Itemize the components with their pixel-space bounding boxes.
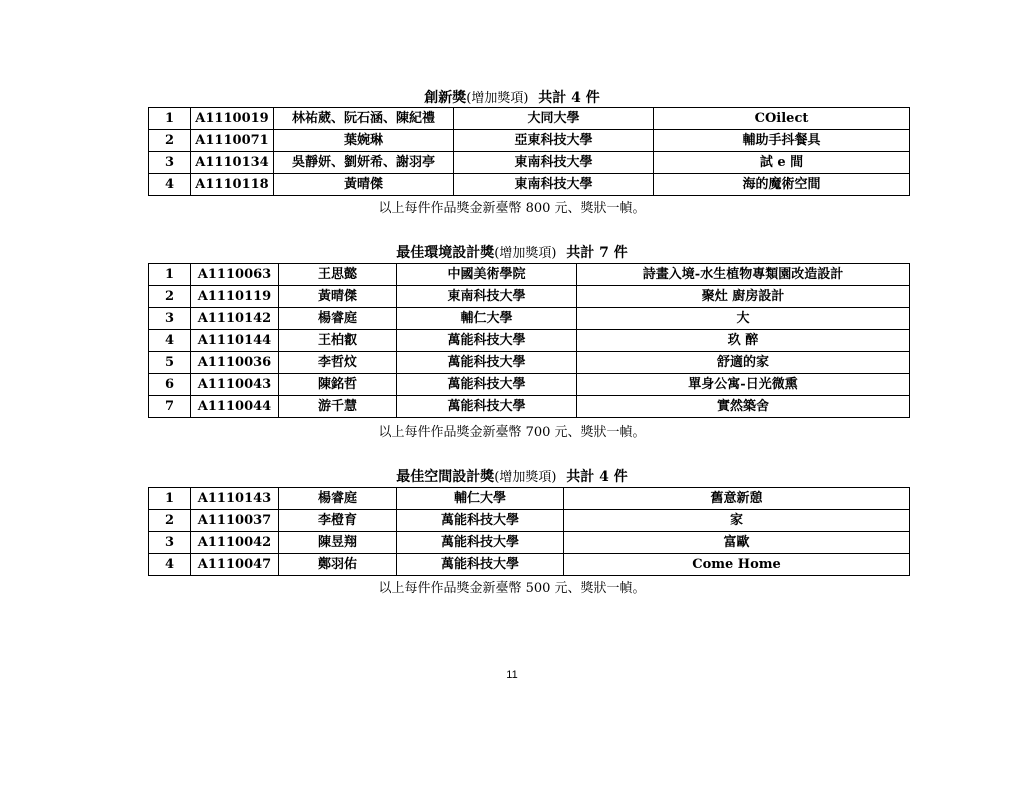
rank-cell: 5 bbox=[149, 352, 191, 374]
school-cell: 中國美術學院 bbox=[397, 264, 577, 286]
school-cell: 東南科技大學 bbox=[454, 174, 654, 196]
entry-id-cell: A1110143 bbox=[191, 488, 279, 510]
work-title-cell: 海的魔術空間 bbox=[654, 174, 910, 196]
table-row bbox=[149, 130, 910, 152]
author-cell: 王柏叡 bbox=[279, 330, 397, 352]
rank-cell: 2 bbox=[149, 510, 191, 532]
table-row bbox=[149, 352, 910, 374]
table-row bbox=[149, 174, 910, 196]
entry-id-cell: A1110044 bbox=[191, 396, 279, 418]
section-title-text: 最佳環境設計獎 bbox=[396, 245, 495, 261]
work-title-cell: 舒適的家 bbox=[577, 352, 910, 374]
rank-cell: 4 bbox=[149, 330, 191, 352]
section-title-text: 創新獎 bbox=[424, 90, 467, 106]
author-cell: 陳銘哲 bbox=[279, 374, 397, 396]
school-cell: 萬能科技大學 bbox=[397, 374, 577, 396]
table-row bbox=[149, 264, 910, 286]
author-cell: 陳昱翔 bbox=[279, 532, 397, 554]
table-row bbox=[149, 532, 910, 554]
author-cell: 楊睿庭 bbox=[279, 488, 397, 510]
school-cell: 萬能科技大學 bbox=[397, 532, 564, 554]
table-row bbox=[149, 308, 910, 330]
section-subtitle: (增加獎項) bbox=[494, 470, 557, 485]
school-cell: 亞東科技大學 bbox=[454, 130, 654, 152]
rank-cell: 4 bbox=[149, 174, 191, 196]
author-cell: 游千慧 bbox=[279, 396, 397, 418]
entry-id-cell: A1110119 bbox=[191, 286, 279, 308]
work-title-cell: 大 bbox=[577, 308, 910, 330]
author-cell: 林祐葳、阮石涵、陳紀禮 bbox=[274, 108, 454, 130]
author-cell: 楊睿庭 bbox=[279, 308, 397, 330]
author-cell: 黃晴傑 bbox=[274, 174, 454, 196]
work-title-cell: 富歐 bbox=[564, 532, 910, 554]
section-title-text: 最佳空間設計獎 bbox=[396, 469, 495, 485]
work-title-cell: 家 bbox=[564, 510, 910, 532]
entry-id-cell: A1110063 bbox=[191, 264, 279, 286]
entry-id-cell: A1110043 bbox=[191, 374, 279, 396]
section-subtitle: (增加獎項) bbox=[494, 246, 557, 261]
entry-id-cell: A1110047 bbox=[191, 554, 279, 576]
entry-id-cell: A1110142 bbox=[191, 308, 279, 330]
page-number: 11 bbox=[506, 669, 518, 681]
entry-id-cell: A1110071 bbox=[191, 130, 274, 152]
section-3-table bbox=[148, 487, 910, 576]
author-cell: 黃晴傑 bbox=[279, 286, 397, 308]
table-row bbox=[149, 396, 910, 418]
school-cell: 東南科技大學 bbox=[397, 286, 577, 308]
entry-id-cell: A1110144 bbox=[191, 330, 279, 352]
table-row bbox=[149, 286, 910, 308]
school-cell: 輔仁大學 bbox=[397, 308, 577, 330]
work-title-cell: 詩畫入境-水生植物專類園改造設計 bbox=[577, 264, 910, 286]
work-title-cell: 實然築舍 bbox=[577, 396, 910, 418]
rank-cell: 3 bbox=[149, 152, 191, 174]
section-count: 共計 7 件 bbox=[566, 245, 628, 261]
rank-cell: 6 bbox=[149, 374, 191, 396]
section-2-note: 以上每件作品獎金新臺幣 700 元、獎狀一幀。 bbox=[378, 425, 646, 440]
work-title-cell: 單身公寓-日光微熏 bbox=[577, 374, 910, 396]
section-subtitle: (增加獎項) bbox=[466, 91, 529, 106]
school-cell: 萬能科技大學 bbox=[397, 352, 577, 374]
author-cell: 吳靜妍、劉妍希、謝羽亭 bbox=[274, 152, 454, 174]
rank-cell: 1 bbox=[149, 264, 191, 286]
section-3-title bbox=[0, 469, 1024, 486]
entry-id-cell: A1110019 bbox=[191, 108, 274, 130]
author-cell: 鄭羽佑 bbox=[279, 554, 397, 576]
author-cell: 李哲炆 bbox=[279, 352, 397, 374]
table-row bbox=[149, 108, 910, 130]
rank-cell: 2 bbox=[149, 130, 191, 152]
school-cell: 萬能科技大學 bbox=[397, 510, 564, 532]
work-title-cell: COilect bbox=[654, 108, 910, 130]
work-title-cell: 輔助手抖餐具 bbox=[654, 130, 910, 152]
section-1-note: 以上每件作品獎金新臺幣 800 元、獎狀一幀。 bbox=[378, 201, 646, 216]
rank-cell: 3 bbox=[149, 308, 191, 330]
table-row bbox=[149, 330, 910, 352]
school-cell: 萬能科技大學 bbox=[397, 554, 564, 576]
section-count: 共計 4 件 bbox=[566, 469, 628, 485]
work-title-cell: 舊意新憩 bbox=[564, 488, 910, 510]
entry-id-cell: A1110042 bbox=[191, 532, 279, 554]
work-title-cell: 試 e 間 bbox=[654, 152, 910, 174]
section-2-title bbox=[0, 245, 1024, 262]
author-cell: 葉婉琳 bbox=[274, 130, 454, 152]
rank-cell: 7 bbox=[149, 396, 191, 418]
entry-id-cell: A1110037 bbox=[191, 510, 279, 532]
table-row bbox=[149, 374, 910, 396]
section-1-table bbox=[148, 107, 910, 196]
table-row bbox=[149, 488, 910, 510]
rank-cell: 1 bbox=[149, 488, 191, 510]
author-cell: 李橙育 bbox=[279, 510, 397, 532]
school-cell: 輔仁大學 bbox=[397, 488, 564, 510]
work-title-cell: Come Home bbox=[564, 554, 910, 576]
rank-cell: 3 bbox=[149, 532, 191, 554]
rank-cell: 4 bbox=[149, 554, 191, 576]
section-count: 共計 4 件 bbox=[538, 90, 600, 106]
entry-id-cell: A1110118 bbox=[191, 174, 274, 196]
author-cell: 王思懿 bbox=[279, 264, 397, 286]
section-1-title bbox=[0, 90, 1024, 107]
school-cell: 大同大學 bbox=[454, 108, 654, 130]
table-row bbox=[149, 510, 910, 532]
entry-id-cell: A1110134 bbox=[191, 152, 274, 174]
rank-cell: 1 bbox=[149, 108, 191, 130]
work-title-cell: 聚灶 廚房設計 bbox=[577, 286, 910, 308]
school-cell: 東南科技大學 bbox=[454, 152, 654, 174]
section-3-note: 以上每件作品獎金新臺幣 500 元、獎狀一幀。 bbox=[378, 581, 646, 596]
work-title-cell: 玖 醉 bbox=[577, 330, 910, 352]
table-row bbox=[149, 152, 910, 174]
school-cell: 萬能科技大學 bbox=[397, 330, 577, 352]
entry-id-cell: A1110036 bbox=[191, 352, 279, 374]
table-row bbox=[149, 554, 910, 576]
school-cell: 萬能科技大學 bbox=[397, 396, 577, 418]
section-2-table bbox=[148, 263, 910, 418]
rank-cell: 2 bbox=[149, 286, 191, 308]
